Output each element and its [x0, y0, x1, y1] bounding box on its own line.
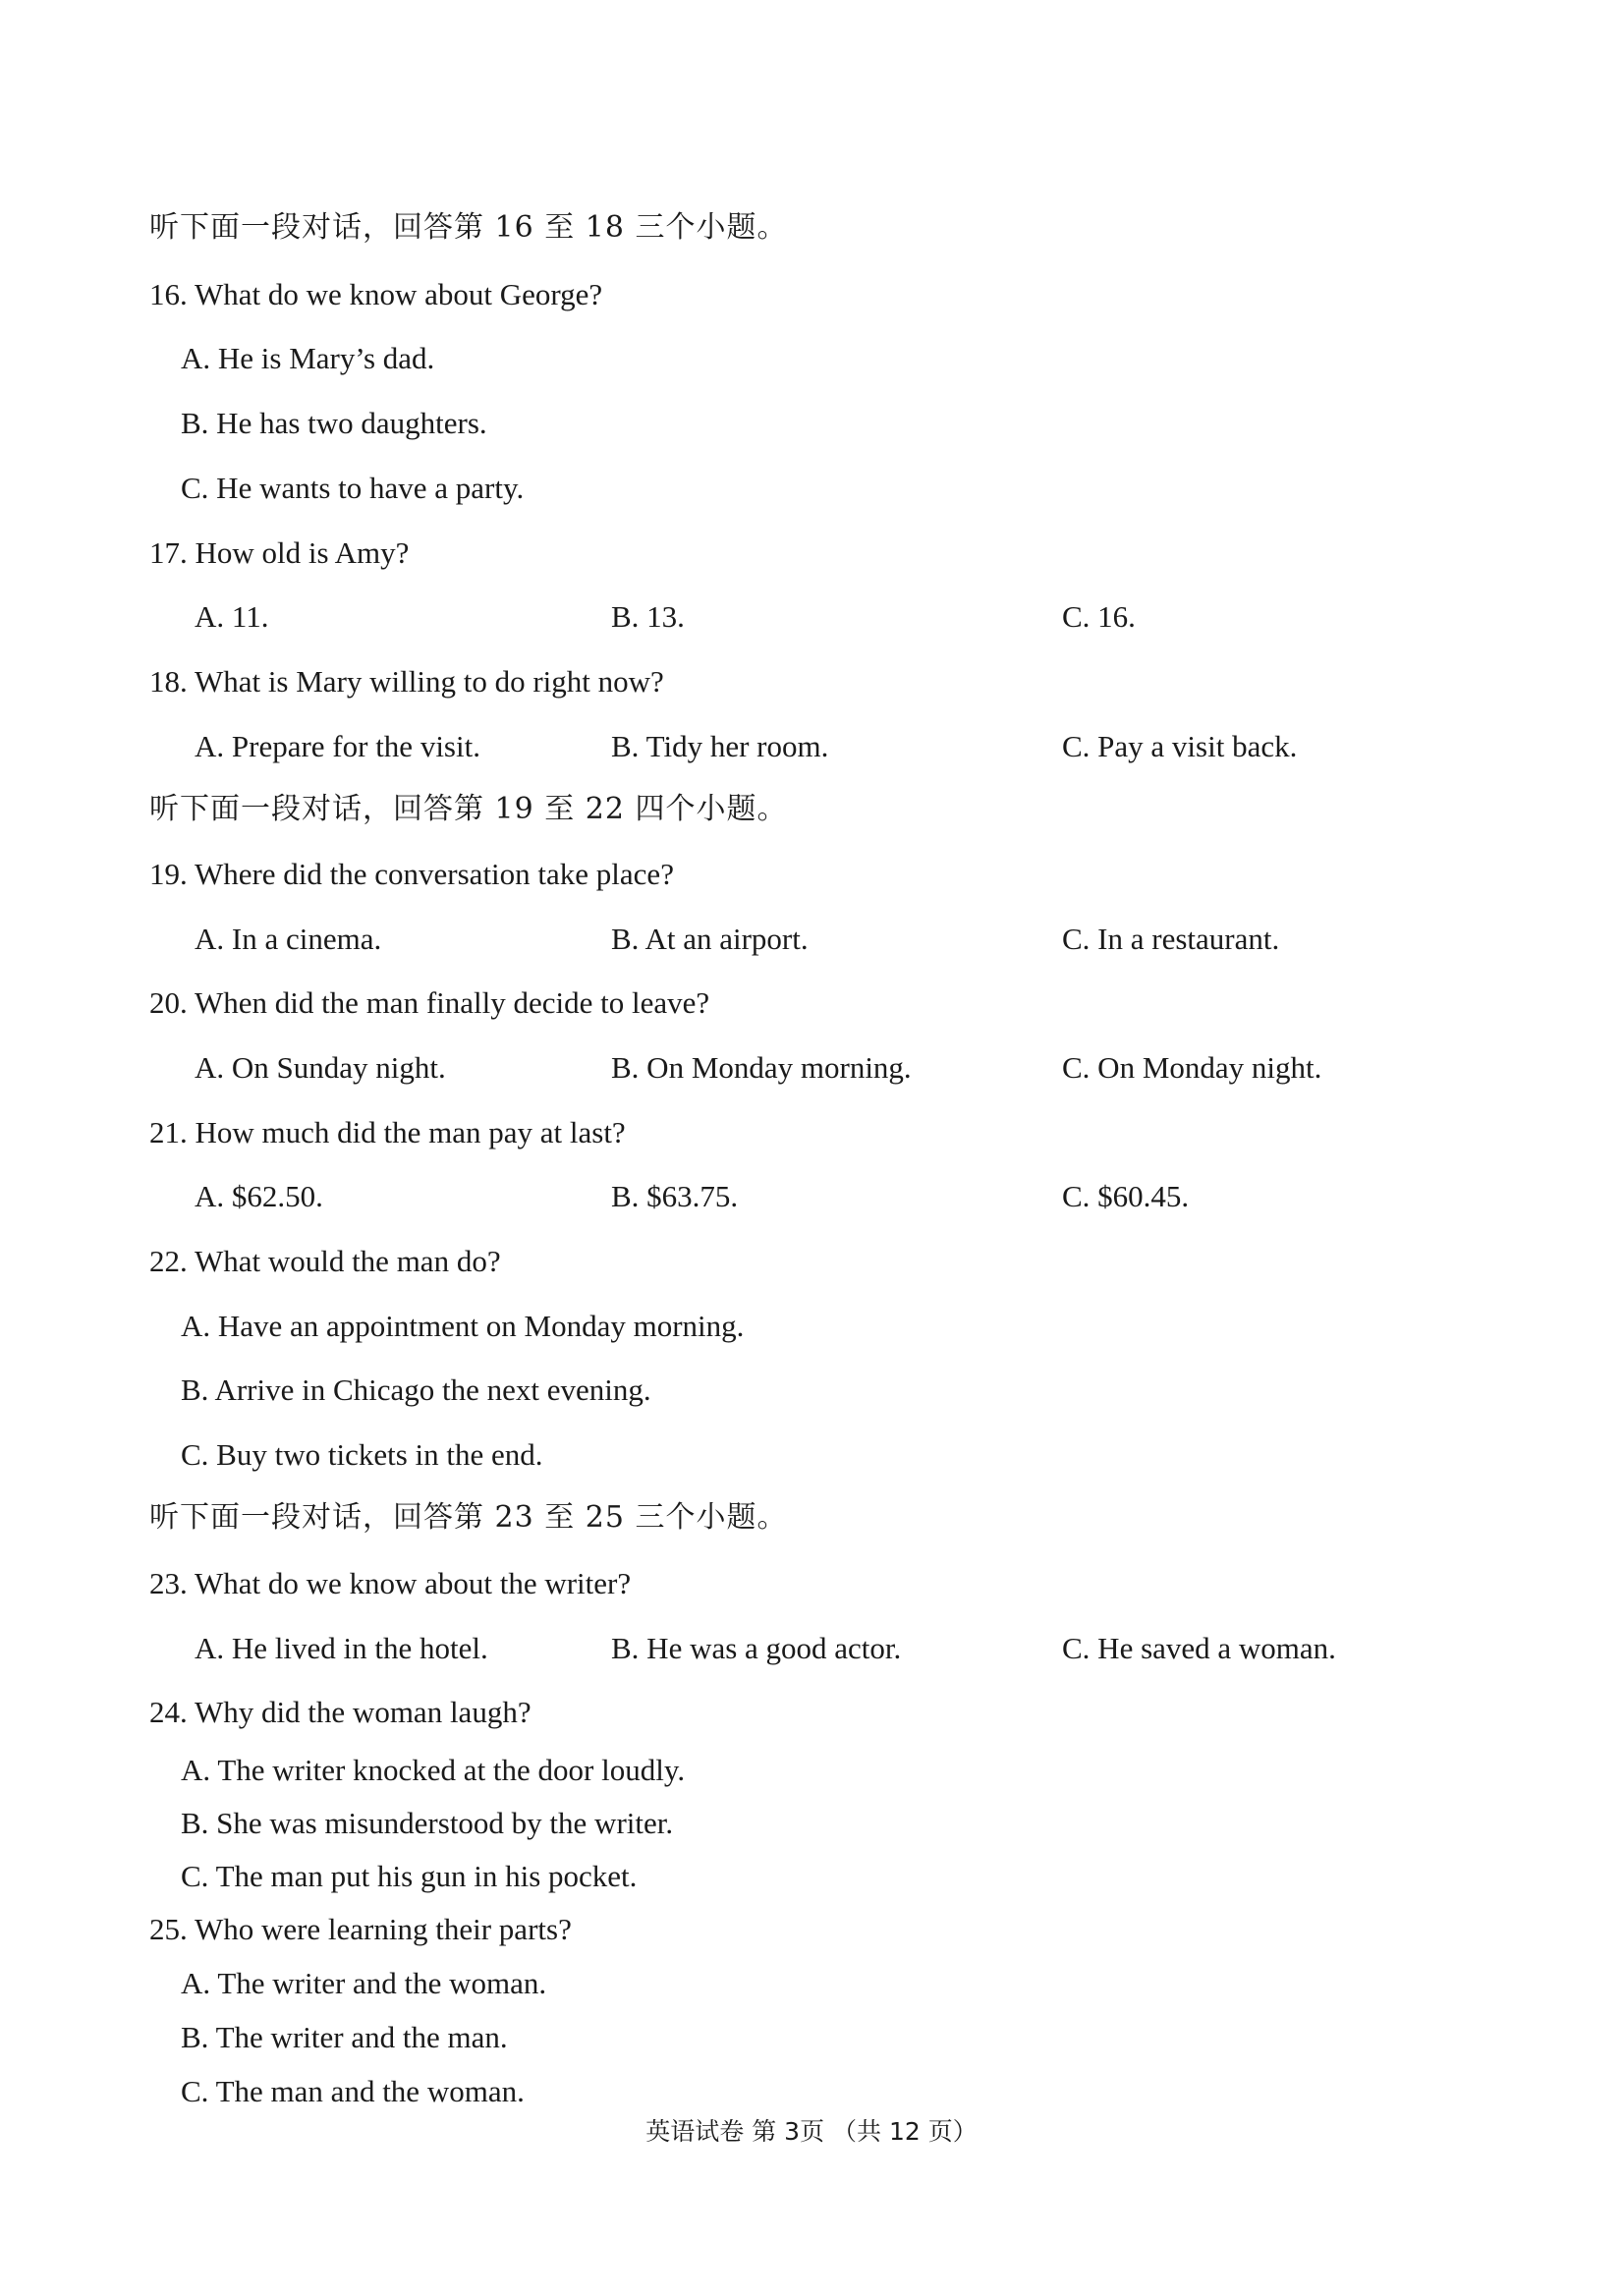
q23-option-c: C. He saved a woman.	[1062, 1631, 1336, 1665]
section-instruction: 听下面一段对话，回答第 16 至 18 三个小题。	[149, 210, 788, 245]
q23-option-b: B. He was a good actor.	[611, 1631, 902, 1665]
q17-option-c: C. 16.	[1062, 599, 1136, 634]
question-22: 22. What would the man do?	[149, 1244, 501, 1278]
question-20: 20. When did the man finally decide to leave?	[149, 985, 710, 1020]
q23-option-a: A. He lived in the hotel.	[195, 1631, 488, 1665]
q20-option-a: A. On Sunday night.	[195, 1050, 446, 1085]
q20-option-c: C. On Monday night.	[1062, 1050, 1322, 1085]
q22-option-b: B. Arrive in Chicago the next evening.	[181, 1372, 651, 1407]
q18-option-c: C. Pay a visit back.	[1062, 729, 1298, 763]
q16-option-c: C. He wants to have a party.	[181, 471, 525, 505]
q18-option-a: A. Prepare for the visit.	[195, 729, 480, 763]
q25-option-c: C. The man and the woman.	[181, 2074, 525, 2108]
q19-option-a: A. In a cinema.	[195, 922, 382, 956]
q20-option-b: B. On Monday morning.	[611, 1050, 912, 1085]
q19-option-c: C. In a restaurant.	[1062, 922, 1280, 956]
q21-option-c: C. $60.45.	[1062, 1179, 1190, 1213]
question-19: 19. Where did the conversation take place?	[149, 857, 674, 891]
question-17: 17. How old is Amy?	[149, 535, 410, 570]
q18-option-b: B. Tidy her room.	[611, 729, 829, 763]
q24-option-c: C. The man put his gun in his pocket.	[181, 1859, 638, 1893]
question-24: 24. Why did the woman laugh?	[149, 1695, 532, 1729]
question-18: 18. What is Mary willing to do right now?	[149, 664, 664, 699]
question-25: 25. Who were learning their parts?	[149, 1912, 572, 1946]
q16-option-b: B. He has two daughters.	[181, 406, 487, 440]
q22-option-c: C. Buy two tickets in the end.	[181, 1437, 543, 1472]
q19-option-b: B. At an airport.	[611, 922, 809, 956]
q22-option-a: A. Have an appointment on Monday morning.	[181, 1309, 745, 1343]
question-16: 16. What do we know about George?	[149, 277, 603, 311]
q21-option-a: A. $62.50.	[195, 1179, 323, 1213]
section-instruction: 听下面一段对话，回答第 19 至 22 四个小题。	[149, 792, 788, 826]
q17-option-b: B. 13.	[611, 599, 685, 634]
question-21: 21. How much did the man pay at last?	[149, 1115, 626, 1149]
q25-option-b: B. The writer and the man.	[181, 2020, 508, 2054]
q24-option-a: A. The writer knocked at the door loudly.	[181, 1753, 686, 1787]
q21-option-b: B. $63.75.	[611, 1179, 739, 1213]
q24-option-b: B. She was misunderstood by the writer.	[181, 1806, 674, 1840]
page-footer: 英语试卷 第 3页 （共 12 页）	[645, 2117, 978, 2146]
q16-option-a: A. He is Mary’s dad.	[181, 341, 435, 375]
q25-option-a: A. The writer and the woman.	[181, 1966, 547, 2000]
section-instruction: 听下面一段对话，回答第 23 至 25 三个小题。	[149, 1500, 788, 1535]
q17-option-a: A. 11.	[195, 599, 269, 634]
question-23: 23. What do we know about the writer?	[149, 1566, 632, 1600]
